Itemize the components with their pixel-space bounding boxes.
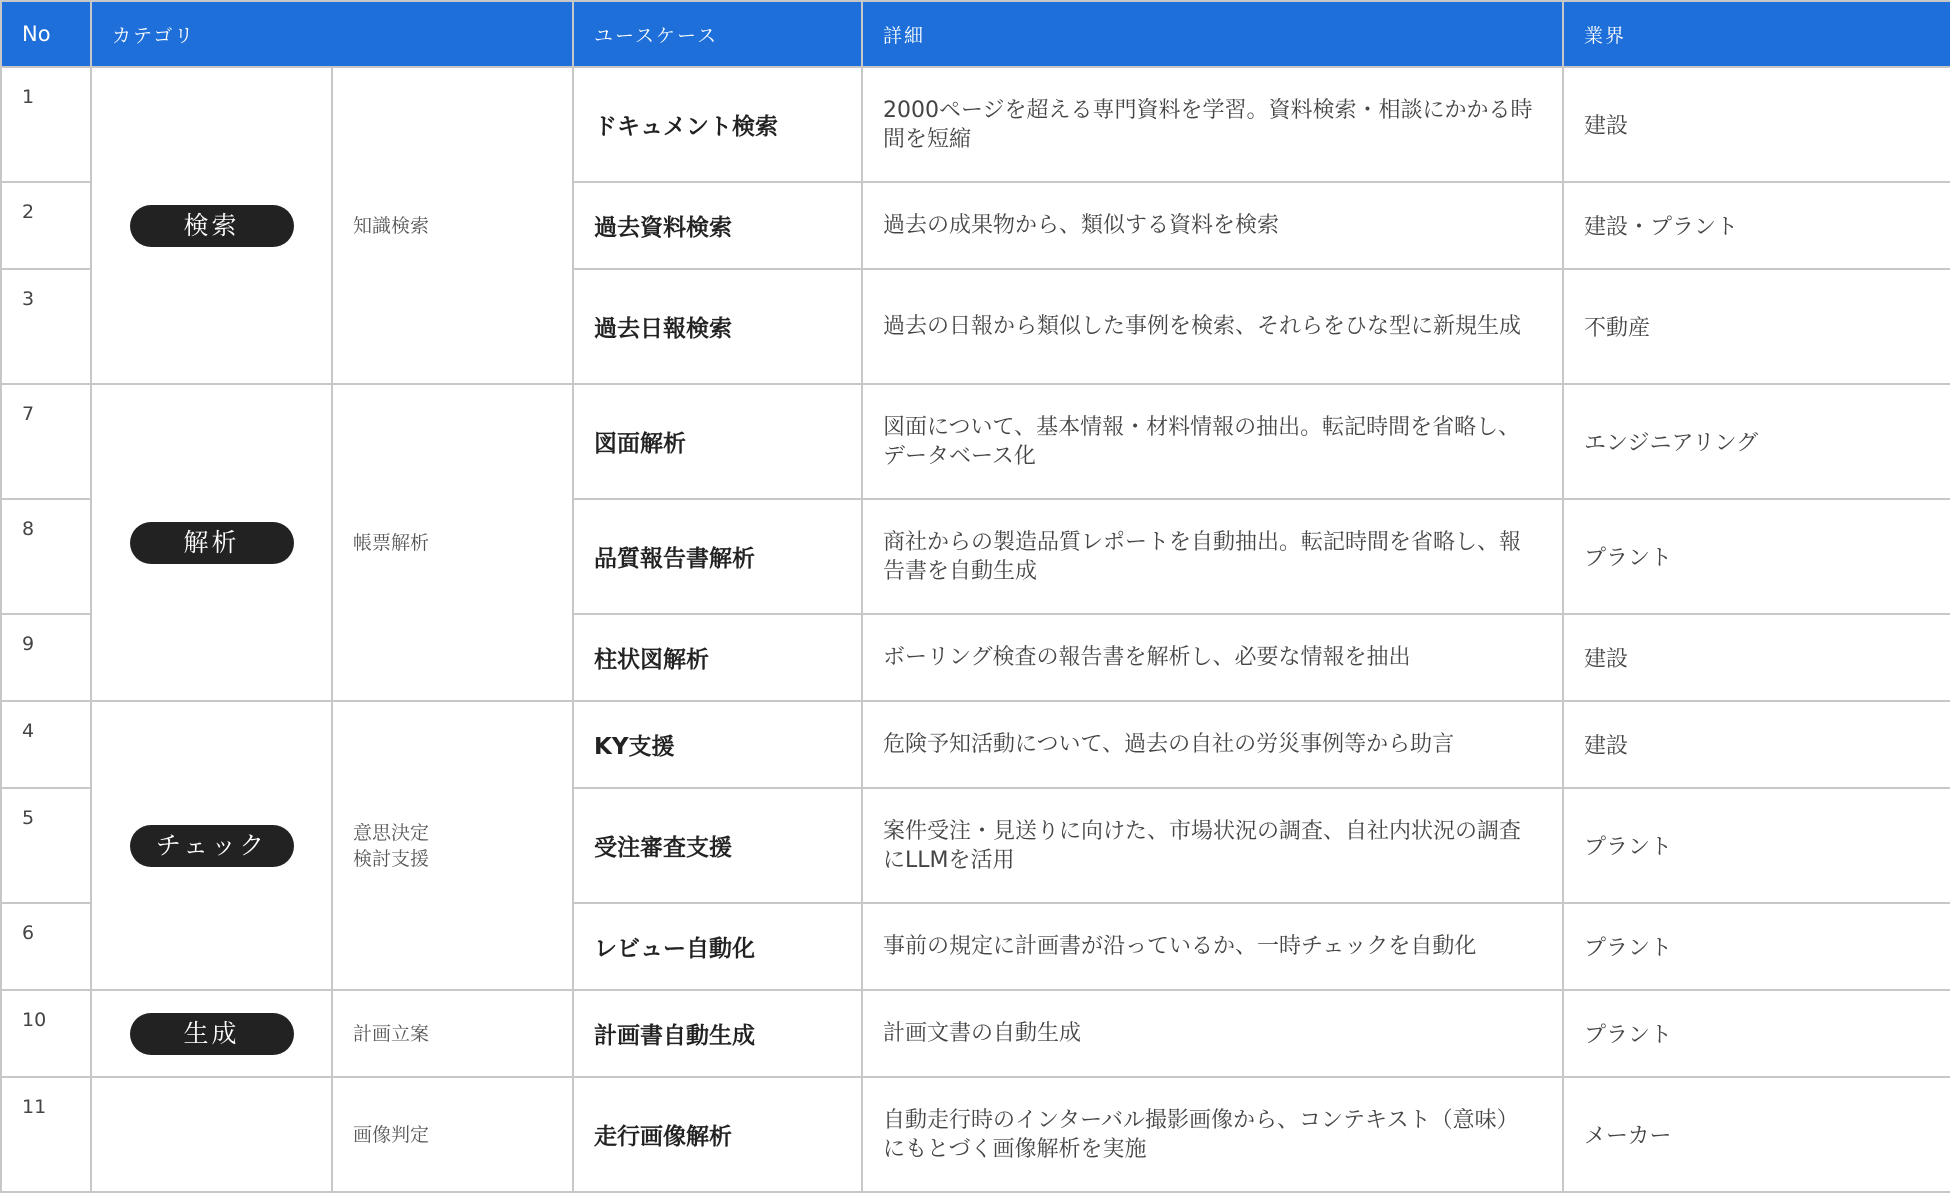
industry-cell: 建設・プラント (1563, 182, 1950, 269)
usecase-detail: 図面について、基本情報・材料情報の抽出。転記時間を省略し、データベース化 (862, 384, 1563, 499)
industry-cell: 不動産 (1563, 269, 1950, 384)
usecase-name: 過去資料検索 (573, 182, 862, 269)
table-row (1, 1077, 1950, 1192)
category-cell-empty (91, 1077, 332, 1192)
subcategory-cell (332, 701, 573, 990)
category-cell (91, 701, 332, 990)
category-cell (91, 990, 332, 1077)
header-category: カテゴリ (91, 1, 573, 67)
industry-cell: プラント (1563, 788, 1950, 903)
category-cell (91, 67, 332, 384)
usecase-name: 品質報告書解析 (573, 499, 862, 614)
usecase-detail: ボーリング検査の報告書を解析し、必要な情報を抽出 (862, 614, 1563, 701)
usecase-name: 柱状図解析 (573, 614, 862, 701)
header-detail: 詳細 (862, 1, 1563, 67)
usecase-detail: 事前の規定に計画書が沿っているか、一時チェックを自動化 (862, 903, 1563, 990)
subcategory-cell (332, 384, 573, 701)
table-row (1, 384, 1950, 499)
usecase-detail: 危険予知活動について、過去の自社の労災事例等から助言 (862, 701, 1563, 788)
usecase-detail: 計画文書の自動生成 (862, 990, 1563, 1077)
row-number: 9 (1, 614, 91, 701)
usecase-name: 図面解析 (573, 384, 862, 499)
industry-cell: 建設 (1563, 701, 1950, 788)
header-row (1, 1, 1950, 67)
header-usecase: ユースケース (573, 1, 862, 67)
row-number: 3 (1, 269, 91, 384)
usecase-name: KY支援 (573, 701, 862, 788)
row-number: 1 (1, 67, 91, 182)
subcategory-cell (332, 67, 573, 384)
row-number: 2 (1, 182, 91, 269)
row-number: 10 (1, 990, 91, 1077)
subcategory-cell (332, 990, 573, 1077)
industry-cell: プラント (1563, 990, 1950, 1077)
industry-cell: 建設 (1563, 67, 1950, 182)
industry-cell: メーカー (1563, 1077, 1950, 1192)
category-badge: 解析 (130, 522, 294, 564)
row-number: 8 (1, 499, 91, 614)
usecase-detail: 2000ページを超える専門資料を学習。資料検索・相談にかかる時間を短縮 (862, 67, 1563, 182)
table-row (1, 67, 1950, 182)
header-industry: 業界 (1563, 1, 1950, 67)
subcategory-label: 検討支援 (353, 847, 430, 870)
subcategory-label: 意思決定 (353, 821, 430, 844)
category-badge: チェック (130, 825, 294, 867)
usecase-detail: 過去の日報から類似した事例を検索、それらをひな型に新規生成 (862, 269, 1563, 384)
subcategory-cell (332, 1077, 573, 1192)
row-number: 4 (1, 701, 91, 788)
usecase-name: 計画書自動生成 (573, 990, 862, 1077)
usecase-detail: 自動走行時のインターバル撮影画像から、コンテキスト（意味）にもとづく画像解析を実施 (862, 1077, 1563, 1192)
row-number: 5 (1, 788, 91, 903)
category-badge: 検索 (130, 205, 294, 247)
usecase-name: レビュー自動化 (573, 903, 862, 990)
usecase-detail: 案件受注・見送りに向けた、市場状況の調査、自社内状況の調査にLLMを活用 (862, 788, 1563, 903)
usecase-name: ドキュメント検索 (573, 67, 862, 182)
subcategory-label: 知識検索 (353, 214, 430, 237)
category-badge: 生成 (130, 1013, 294, 1055)
industry-cell: プラント (1563, 903, 1950, 990)
subcategory-label: 画像判定 (353, 1123, 430, 1146)
row-number: 7 (1, 384, 91, 499)
industry-cell: 建設 (1563, 614, 1950, 701)
subcategory-label: 帳票解析 (353, 531, 430, 554)
industry-cell: エンジニアリング (1563, 384, 1950, 499)
subcategory-label: 計画立案 (353, 1022, 430, 1045)
industry-cell: プラント (1563, 499, 1950, 614)
table-row (1, 701, 1950, 788)
table-row (1, 990, 1950, 1077)
category-cell (91, 384, 332, 701)
usecase-name: 受注審査支援 (573, 788, 862, 903)
usecase-detail: 過去の成果物から、類似する資料を検索 (862, 182, 1563, 269)
usecase-detail: 商社からの製造品質レポートを自動抽出。転記時間を省略し、報告書を自動生成 (862, 499, 1563, 614)
usecase-name: 過去日報検索 (573, 269, 862, 384)
header-no: No (1, 1, 91, 67)
row-number: 6 (1, 903, 91, 990)
row-number: 11 (1, 1077, 91, 1192)
usecase-name: 走行画像解析 (573, 1077, 862, 1192)
